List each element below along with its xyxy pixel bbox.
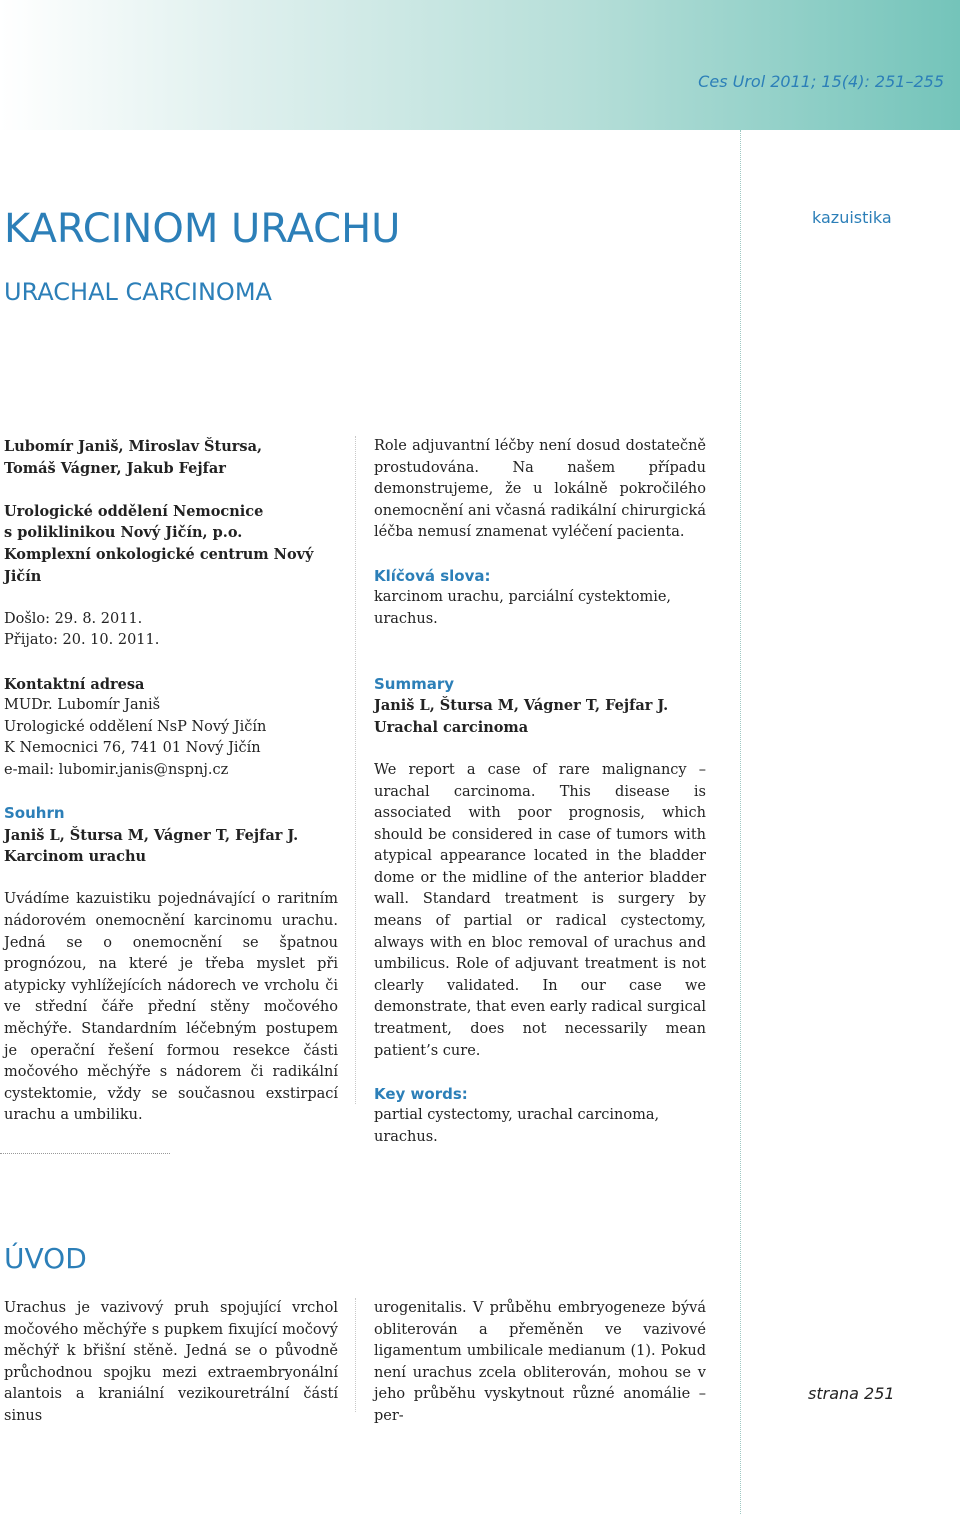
keywords-cz-heading: Klíčová slova:	[374, 566, 491, 585]
summary-text: We report a case of rare malignancy – urachal carcinoma. This disease is associated with poor prognosis, which should be considered in case of tumors with atypical appearance located in the bladder dome or the midline of the anterior bladder wall. Standard treatment is surgery by means of partial or radical cystectomy, always with en bloc removal of urachus and umbilicus. Role of adjuvant treatment is not clearly validated. In our case we demonstrate, that even early radical surgical treatment, does not necessarily mean patient’s cure.	[374, 761, 706, 1059]
summary-heading: Summary	[374, 674, 455, 693]
souhrn-reference: Janiš L, Štursa M, Vágner T, Fejfar J. Karcinom urachu	[4, 826, 299, 866]
intro-text: urogenitalis. V průběhu embryogeneze bývá obliterován a přeměněn ve vazivové ligamentum umbilicale medianum (1). Pokud není urachus zcela obliterován, mohou se v jeho průběhu vyskytnout různé anomálie – per-	[374, 1300, 706, 1424]
article-subtitle: URACHAL CARCINOMA	[4, 278, 272, 306]
received-date: Došlo: 29. 8. 2011.	[4, 610, 143, 627]
affiliation-line: Urologické oddělení Nemocnice	[4, 502, 264, 520]
summary-reference: Janiš L, Štursa M, Vágner T, Fejfar J. Urachal carcinoma	[374, 697, 669, 736]
margin-divider	[740, 130, 741, 1514]
column-separator	[355, 436, 356, 1104]
right-column	[374, 436, 706, 1149]
contact-line: K Nemocnici 76, 741 01 Nový Jičín	[4, 740, 261, 757]
keywords-en-heading: Key words:	[374, 1084, 468, 1103]
intro-left-column	[4, 1298, 338, 1428]
intro-text: Urachus je vazivový pruh spojující vrchol močového měchýře s pupkem fixující močový měchýř k břišní stěně. Jedná se o původně průchodnou spojku mezi extraembryonální alantois a kraniální vezikouretrální částí sinus	[4, 1300, 338, 1424]
header-band	[0, 0, 960, 130]
contact-email: e-mail: lubomir.janis@nspnj.cz	[4, 761, 229, 778]
section-divider	[0, 1153, 170, 1154]
affiliation-line: s poliklinikou Nový Jičín, p.o.	[4, 524, 243, 542]
left-column	[4, 436, 338, 1127]
intro-right-column	[374, 1298, 706, 1428]
affiliation-line: Komplexní onkologické centrum Nový Jičín	[4, 545, 314, 585]
article-title: KARCINOM URACHU	[4, 206, 401, 252]
authors-line: Tomáš Vágner, Jakub Fejfar	[4, 459, 226, 477]
contact-line: MUDr. Lubomír Janiš	[4, 697, 161, 714]
souhrn-heading: Souhrn	[4, 804, 65, 823]
article-category: kazuistika	[812, 208, 892, 227]
section-heading-uvod: ÚVOD	[4, 1242, 87, 1275]
keywords-cz: karcinom urachu, parciální cystektomie, urachus.	[374, 589, 672, 627]
accepted-date: Přijato: 20. 10. 2011.	[4, 632, 160, 649]
souhrn-continued: Role adjuvantní léčby není dosud dostatečně prostudována. Na našem případu demonstrujeme, že u lokálně pokročilého onemocnění ani včasná radikální chirurgická léčba nemusí znamenat vyléčení pacienta.	[374, 438, 706, 541]
souhrn-text: Uvádíme kazuistiku pojednávající o raritním nádorovém onemocnění karcinomu urachu. Jedná se o onemocnění se špatnou prognózou, na které je třeba myslet při atypicky vyhlížejících nádorech ve vrcholu či ve střední čáře přední stěny močového měchýře. Standardním léčebným postupem je operační řešení formou resekce části močového měchýře s nádorem či radikální cystektomie, vždy se současnou exstirpací urachu a umbiliku.	[4, 891, 338, 1124]
contact-line: Urologické oddělení NsP Nový Jičín	[4, 718, 267, 735]
column-separator	[355, 1298, 356, 1412]
page-number: strana 251	[808, 1384, 895, 1403]
contact-heading: Kontaktní adresa	[4, 675, 145, 693]
journal-citation: Ces Urol 2011; 15(4): 251–255	[698, 72, 944, 91]
keywords-en: partial cystectomy, urachal carcinoma, urachus.	[374, 1107, 660, 1145]
authors-line: Lubomír Janiš, Miroslav Štursa,	[4, 438, 263, 455]
